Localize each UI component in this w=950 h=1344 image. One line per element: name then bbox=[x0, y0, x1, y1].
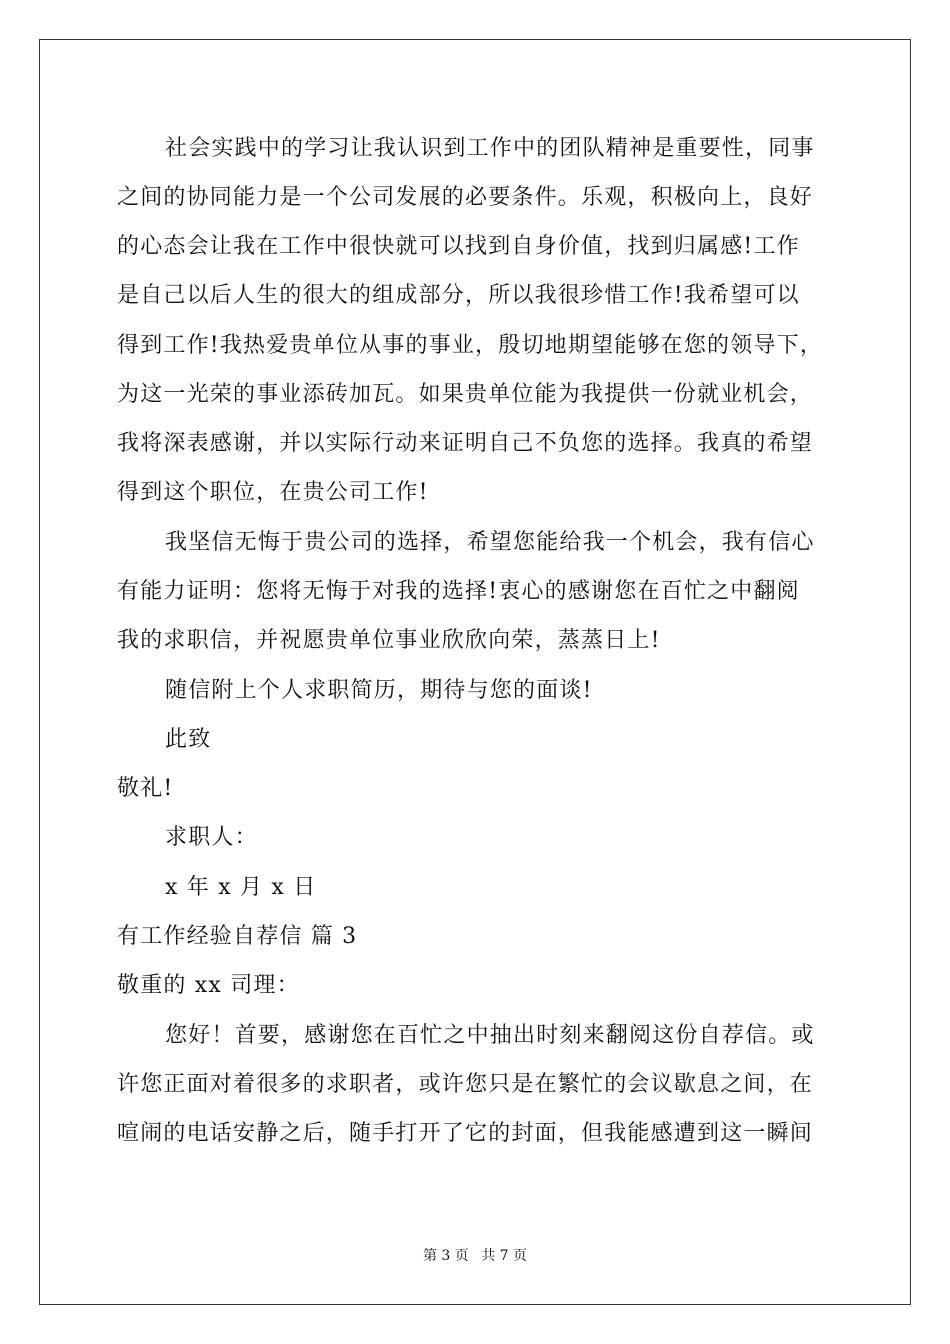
salutation-closing: 此致 bbox=[165, 727, 212, 752]
text-line: 为这一光荣的事业添砖加瓦。如果贵单位能为我提供一份就业机会， bbox=[117, 382, 814, 407]
text-line: 是自己以后人生的很大的组成部分，所以我很珍惜工作!我希望可以 bbox=[117, 283, 800, 308]
applicant-label: 求职人： bbox=[165, 825, 258, 850]
text-line: 我将深表感谢，并以实际行动来证明自己不负您的选择。我真的希望 bbox=[117, 431, 814, 456]
page-number: 第 3 页 bbox=[422, 1248, 469, 1264]
section-title: 有工作经验自荐信 篇 3 bbox=[117, 924, 358, 949]
text-line: 得到这个职位，在贵公司工作! bbox=[117, 480, 429, 505]
date-line: x 年 x 月 x 日 bbox=[165, 875, 317, 900]
text-line: 有能力证明：您将无悔于对我的选择!衷心的感谢您在百忙之中翻阅 bbox=[117, 579, 800, 604]
text-line: 喧闹的电话安静之后，随手打开了它的封面，但我能感遭到这一瞬间 bbox=[117, 1121, 814, 1146]
greeting-line: 敬重的 xx 司理： bbox=[117, 973, 300, 998]
text-line: 我的求职信，并祝愿贵单位事业欣欣向荣，蒸蒸日上! bbox=[117, 628, 661, 653]
text-line: 我坚信无悔于贵公司的选择，希望您能给我一个机会，我有信心 bbox=[165, 530, 815, 555]
page-total: 共 7 页 bbox=[481, 1248, 528, 1264]
text-line: 随信附上个人求职简历，期待与您的面谈! bbox=[165, 678, 593, 703]
text-line: 社会实践中的学习让我认识到工作中的团队精神是重要性，同事 bbox=[165, 136, 815, 161]
text-line: 许您正面对着很多的求职者，或许您只是在繁忙的会议歇息之间，在 bbox=[117, 1072, 814, 1097]
text-line: 的心态会让我在工作中很快就可以找到自身价值，找到归属感!工作 bbox=[117, 234, 800, 259]
text-line: 您好！首要，感谢您在百忙之中抽出时刻来翻阅这份自荐信。或 bbox=[165, 1023, 815, 1048]
page-footer bbox=[0, 1247, 950, 1265]
text-line: 得到工作!我热爱贵单位从事的事业，殷切地期望能够在您的领导下， bbox=[117, 333, 824, 358]
salutation-respect: 敬礼! bbox=[117, 776, 174, 801]
text-line: 之间的协同能力是一个公司发展的必要条件。乐观，积极向上，良好 bbox=[117, 185, 814, 210]
page-border bbox=[39, 39, 911, 1305]
